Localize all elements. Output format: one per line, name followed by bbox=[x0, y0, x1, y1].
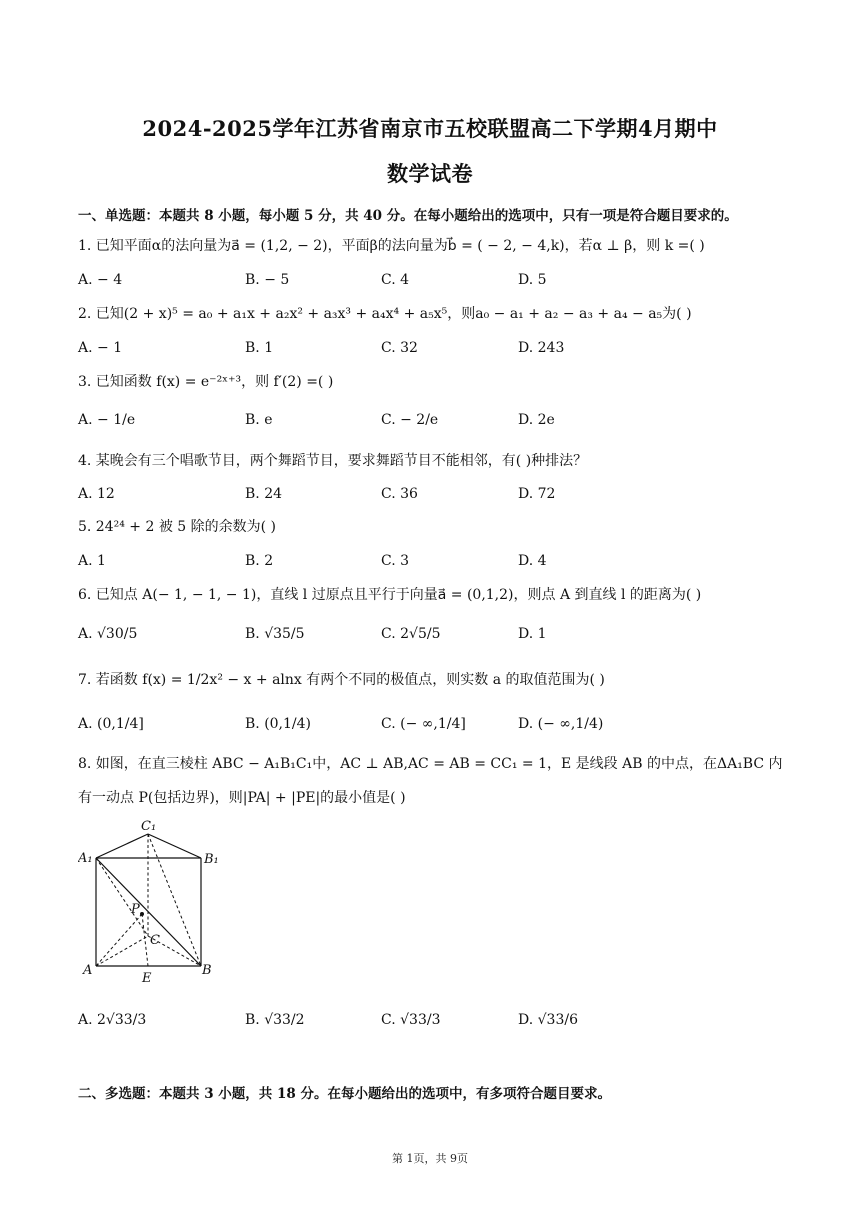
point-p bbox=[140, 912, 144, 916]
question-3: 3. 已知函数 f(x) = e⁻²ˣ⁺³，则 f′(2) =( ) bbox=[78, 374, 334, 390]
label-e: E bbox=[142, 971, 152, 984]
section-multiple-choice: 二、多选题：本题共 3 小题，共 18 分。在每小题给出的选项中，有多项符合题目要求。 bbox=[78, 1086, 611, 1102]
q5-option-d: D. 4 bbox=[518, 553, 547, 569]
q5-option-b: B. 2 bbox=[245, 553, 274, 569]
q5-option-c: C. 3 bbox=[381, 553, 410, 569]
question-7: 7. 若函数 f(x) = 1/2x² − x + alnx 有两个不同的极值点，则实数 a 的取值范围为( ) bbox=[78, 672, 605, 688]
prism-figure bbox=[78, 818, 228, 984]
question-8-line1: 8. 如图，在直三棱柱 ABC − A₁B₁C₁中，AC ⊥ AB,AC = AB = CC₁ = 1，E 是线段 AB 的中点，在ΔA₁BC 内 bbox=[78, 756, 783, 772]
label-p: P bbox=[131, 902, 140, 917]
label-a1: A₁ bbox=[78, 851, 93, 866]
exam-subtitle: 数学试卷 bbox=[387, 161, 473, 186]
q8-option-b: B. √33/2 bbox=[245, 1012, 305, 1028]
q1-option-b: B. − 5 bbox=[245, 272, 290, 288]
question-2: 2. 已知(2 + x)⁵ = a₀ + a₁x + a₂x² + a₃x³ + a₄x⁴ + a₅x⁵，则a₀ − a₁ + a₂ − a₃ + a₄ − a₅为( ) bbox=[78, 306, 692, 322]
q8-option-c: C. √33/3 bbox=[381, 1012, 441, 1028]
label-b: B bbox=[202, 963, 212, 978]
q4-option-d: D. 72 bbox=[518, 486, 556, 502]
q7-option-c: C. (− ∞,1/4] bbox=[381, 716, 466, 732]
label-c: C bbox=[150, 933, 160, 948]
question-5: 5. 24²⁴ + 2 被 5 除的余数为( ) bbox=[78, 519, 277, 535]
question-6: 6. 已知点 A(− 1, − 1, − 1)，直线 l 过原点且平行于向量a⃗ = (0,1,2)，则点 A 到直线 l 的距离为( ) bbox=[78, 587, 702, 603]
question-4: 4. 某晚会有三个唱歌节目，两个舞蹈节目，要求舞蹈节目不能相邻，有( )种排法？ bbox=[78, 453, 588, 469]
q6-option-d: D. 1 bbox=[518, 626, 547, 642]
q6-option-a: A. √30/5 bbox=[78, 626, 138, 642]
q4-option-a: A. 12 bbox=[78, 486, 115, 502]
q1-option-d: D. 5 bbox=[518, 272, 547, 288]
q8-option-d: D. √33/6 bbox=[518, 1012, 578, 1028]
q7-option-b: B. (0,1/4) bbox=[245, 716, 312, 732]
q2-option-b: B. 1 bbox=[245, 340, 274, 356]
q4-option-c: C. 36 bbox=[381, 486, 418, 502]
page-footer: 第 1页，共 9页 bbox=[392, 1152, 468, 1165]
q7-option-a: A. (0,1/4] bbox=[78, 716, 144, 732]
q1-option-a: A. − 4 bbox=[78, 272, 123, 288]
q6-option-b: B. √35/5 bbox=[245, 626, 305, 642]
q3-option-a: A. − 1/e bbox=[78, 412, 136, 428]
q2-option-c: C. 32 bbox=[381, 340, 418, 356]
q2-option-a: A. − 1 bbox=[78, 340, 123, 356]
exam-title: 2024-2025学年江苏省南京市五校联盟高二下学期4月期中 bbox=[142, 116, 718, 141]
question-1: 1. 已知平面α的法向量为a⃗ = (1,2, − 2)，平面β的法向量为b⃗ = ( − 2, − 4,k)，若α ⊥ β，则 k =( ) bbox=[78, 238, 705, 254]
question-8-line2: 有一动点 P(包括边界)，则|PA| + |PE|的最小值是( ) bbox=[78, 790, 406, 806]
q5-option-a: A. 1 bbox=[78, 553, 106, 569]
q3-option-c: C. − 2/e bbox=[381, 412, 439, 428]
q1-option-c: C. 4 bbox=[381, 272, 410, 288]
q7-option-d: D. (− ∞,1/4) bbox=[518, 716, 604, 732]
q3-option-b: B. e bbox=[245, 412, 273, 428]
q4-option-b: B. 24 bbox=[245, 486, 283, 502]
q8-option-a: A. 2√33/3 bbox=[78, 1012, 147, 1028]
label-b1: B₁ bbox=[204, 852, 219, 867]
q2-option-d: D. 243 bbox=[518, 340, 565, 356]
label-a: A bbox=[83, 963, 93, 978]
section-single-choice: 一、单选题：本题共 8 小题，每小题 5 分，共 40 分。在每小题给出的选项中，只有一项是符合题目要求的。 bbox=[78, 208, 738, 224]
q6-option-c: C. 2√5/5 bbox=[381, 626, 441, 642]
label-c1: C₁ bbox=[141, 819, 157, 834]
q3-option-d: D. 2e bbox=[518, 412, 555, 428]
